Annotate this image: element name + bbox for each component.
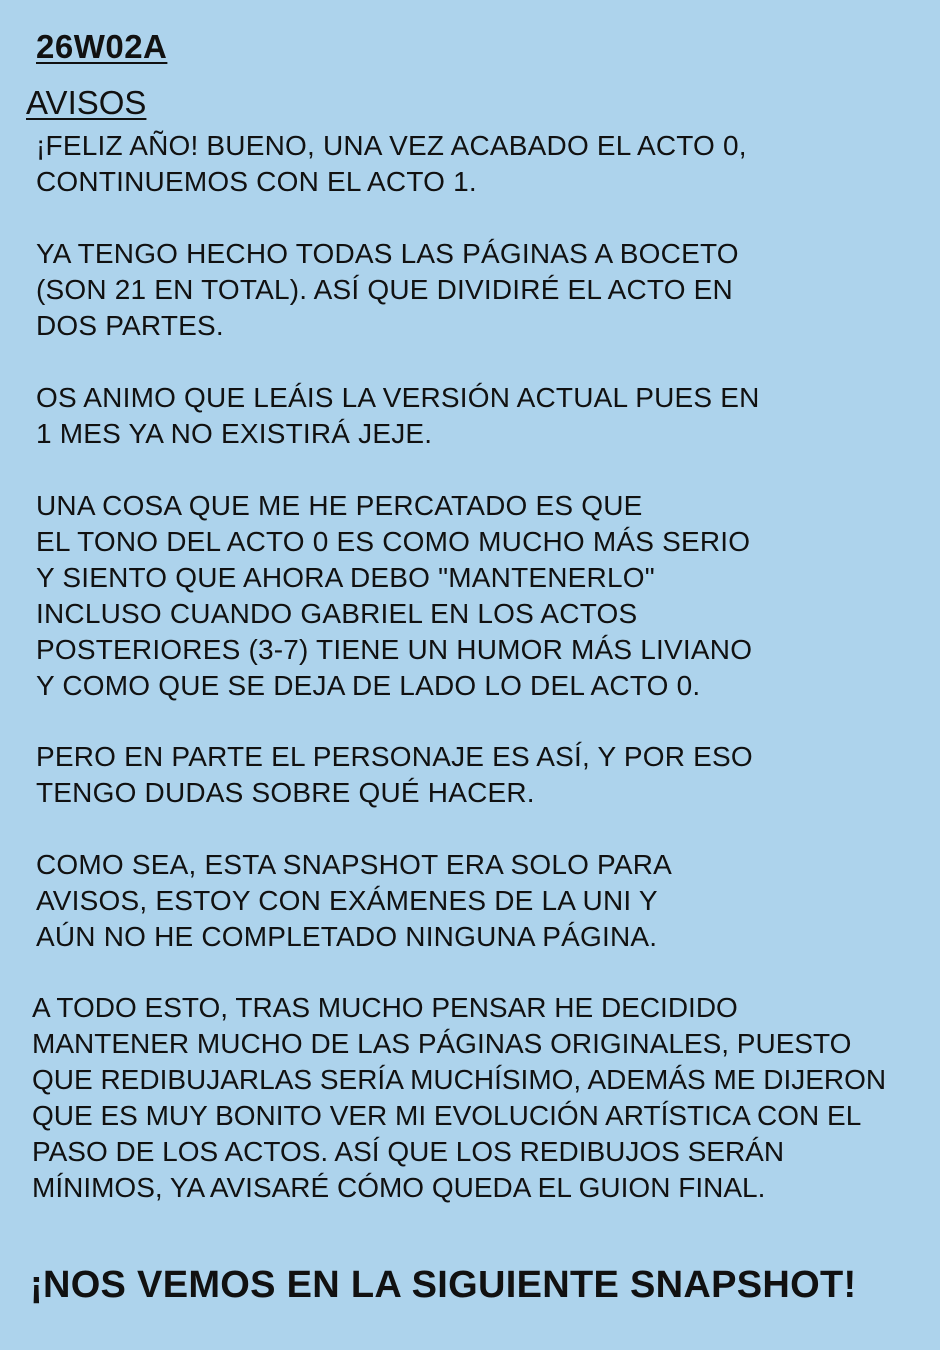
closing-message: ¡NOS VEMOS EN LA SIGUIENTE SNAPSHOT! bbox=[30, 1264, 857, 1306]
paragraph-redraws: A TODO ESTO, TRAS MUCHO PENSAR HE DECIDIDO MANTENER MUCHO DE LAS PÁGINAS ORIGINALES, PUESTO QUE REDIBUJARLAS SERÍA MUCHÍSIMO, ADEMÁS ME DIJERON QUE ES MUY BONITO VER MI EVOLUCIÓN ARTÍSTICA CON EL PASO DE LOS ACTOS. ASÍ QUE LOS REDIBUJOS SERÁN MÍNIMOS, YA AVISARÉ CÓMO QUEDA EL GUION FINAL. bbox=[32, 992, 887, 1203]
paragraph-sketches: YA TENGO HECHO TODAS LAS PÁGINAS A BOCETO (SON 21 EN TOTAL). ASÍ QUE DIVIDIRÉ EL ACTO EN DOS PARTES. bbox=[36, 238, 739, 341]
section-title: AVISOS bbox=[26, 84, 147, 121]
paragraph-tone: UNA COSA QUE ME HE PERCATADO ES QUE EL TONO DEL ACTO 0 ES COMO MUCHO MÁS SERIO Y SIENTO QUE AHORA DEBO "MANTENERLO" INCLUSO CUANDO GABRIEL EN LOS ACTOS POSTERIORES (3-7) TIENE UN HUMOR MÁS LIVIANO Y COMO QUE SE DEJA DE LADO LO DEL ACTO 0. bbox=[36, 490, 753, 701]
paragraph-exams: COMO SEA, ESTA SNAPSHOT ERA SOLO PARA AVISOS, ESTOY CON EXÁMENES DE LA UNI Y AÚN NO HE COMPLETADO NINGUNA PÁGINA. bbox=[36, 849, 673, 952]
paragraph-character: PERO EN PARTE EL PERSONAJE ES ASÍ, Y POR ESO TENGO DUDAS SOBRE QUÉ HACER. bbox=[36, 741, 753, 808]
snapshot-code: 26W02A bbox=[36, 28, 168, 65]
paragraph-new-year: ¡FELIZ AÑO! BUENO, UNA VEZ ACABADO EL ACTO 0, CONTINUEMOS CON EL ACTO 1. bbox=[36, 130, 747, 197]
paragraph-current-version: OS ANIMO QUE LEÁIS LA VERSIÓN ACTUAL PUES EN 1 MES YA NO EXISTIRÁ JEJE. bbox=[36, 382, 760, 449]
